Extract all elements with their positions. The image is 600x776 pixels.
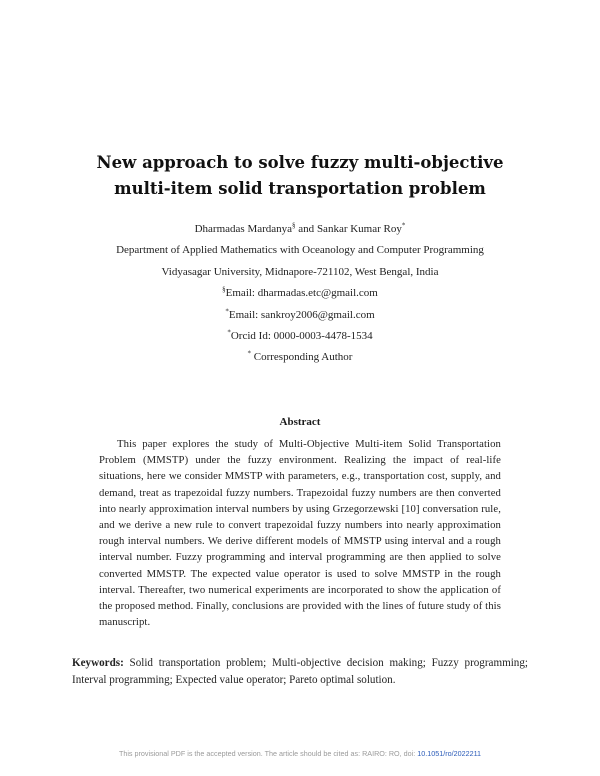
keywords-text: Solid transportation problem; Multi-objective decision making; Fuzzy programming; Interval programming; Expected value operator; Pareto optimal solution. xyxy=(72,657,528,686)
orcid-mark: * xyxy=(227,328,231,337)
footer-text: This provisional PDF is the accepted version. The article should be cited as: RAIRO: RO, doi: xyxy=(118,749,418,758)
orcid-line xyxy=(40,329,560,343)
corresponding-line xyxy=(40,350,560,364)
keywords-paragraph xyxy=(72,655,528,689)
affiliation-department: Department of Applied Mathematics with Oceanology and Computer Programming xyxy=(116,244,484,256)
affiliation-university: Vidyasagar University, Midnapore-721102, West Bengal, India xyxy=(161,266,439,278)
email-2[interactable]: Email: sankroy2006@gmail.com xyxy=(228,309,375,321)
abstract-text: This paper explores the study of Multi-Objective Multi-item Solid Transportation Problem (MMSTP) under the fuzzy environment. Realizing the impact of real-life situations, here we consider MMSTP with parameters, e.g., transportation cost, supply, and demand, treat as trapezoidal fuzzy numbers. Trapezoidal fuzzy numbers are then converted into nearly approximation interval numbers by using Grzegorzewski [10] conversation rule, and we derive a new rule to convert trapezoidal fuzzy numbers into nearly approximation rough interval numbers. We derive different models of MMSTP using interval and a rough interval number. Fuzzy programming and interval programming are then applied to solve converted MMSTP. The expected value operator is used to solve MMSTP in the rough interval. Thereafter, two numerical experiments are incorporated to show the application of the proposed method. Finally, conclusions are provided with the lines of future study of this manuscript. xyxy=(99,438,501,629)
email-2-line xyxy=(40,308,560,322)
author-line xyxy=(40,222,560,236)
author-conjunction: and xyxy=(295,223,317,235)
provisional-footer xyxy=(0,749,600,758)
keywords-label: Keywords: xyxy=(72,657,124,669)
email-2-mark: * xyxy=(225,307,229,316)
corresponding-author: Corresponding Author xyxy=(251,351,353,363)
title-line-1: New approach to solve fuzzy multi-objective xyxy=(96,153,504,172)
doi-link[interactable]: 10.1051/ro/2022211 xyxy=(417,749,482,758)
author-2-mark: * xyxy=(401,221,406,230)
email-1[interactable]: Email: dharmadas.etc@gmail.com xyxy=(225,287,378,299)
title-line-2: multi-item solid transportation problem xyxy=(114,179,486,198)
author-1-mark: § xyxy=(292,221,296,230)
abstract-heading: Abstract xyxy=(279,416,321,428)
orcid-id: Orcid Id: 0000-0003-4478-1534 xyxy=(230,330,373,342)
paper-title xyxy=(60,150,540,202)
email-1-mark: § xyxy=(222,285,226,294)
email-1-line xyxy=(40,286,560,300)
author-1: Dharmadas Mardanya xyxy=(194,223,293,235)
corresponding-mark: * xyxy=(247,349,252,358)
author-2: Sankar Kumar Roy xyxy=(316,223,402,235)
